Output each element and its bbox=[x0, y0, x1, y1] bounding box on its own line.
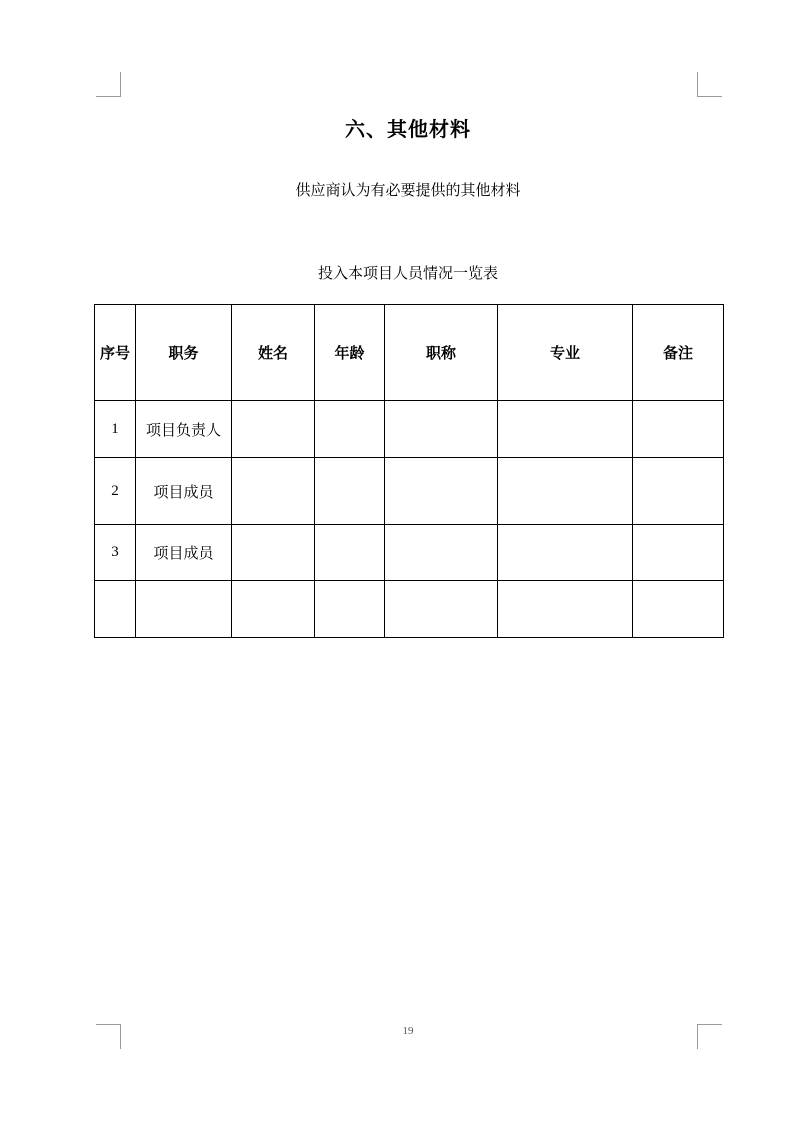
cell-position: 项目负责人 bbox=[136, 401, 232, 458]
cell-position bbox=[136, 581, 232, 638]
table-header-row bbox=[95, 305, 724, 401]
cell-remarks bbox=[633, 401, 724, 458]
crop-mark-top-left bbox=[96, 72, 121, 97]
cell-position: 项目成员 bbox=[136, 525, 232, 581]
section-subtitle: 供应商认为有必要提供的其他材料 bbox=[295, 181, 521, 199]
cell-age bbox=[315, 581, 385, 638]
header-title: 职称 bbox=[385, 305, 498, 401]
header-name: 姓名 bbox=[232, 305, 315, 401]
header-remarks: 备注 bbox=[633, 305, 724, 401]
cell-index: 1 bbox=[95, 401, 136, 458]
cell-title bbox=[385, 525, 498, 581]
cell-name bbox=[232, 401, 315, 458]
staff-table bbox=[94, 304, 724, 638]
page-number: 19 bbox=[402, 1025, 414, 1037]
table-caption: 投入本项目人员情况一览表 bbox=[317, 264, 498, 282]
cell-index: 3 bbox=[95, 525, 136, 581]
section-heading: 六、其他材料 bbox=[345, 117, 471, 141]
table-row bbox=[95, 458, 724, 525]
header-position: 职务 bbox=[136, 305, 232, 401]
header-specialty: 专业 bbox=[498, 305, 633, 401]
cell-index bbox=[95, 581, 136, 638]
table-row bbox=[95, 525, 724, 581]
cell-position: 项目成员 bbox=[136, 458, 232, 525]
cell-specialty bbox=[498, 458, 633, 525]
cell-age bbox=[315, 525, 385, 581]
cell-index: 2 bbox=[95, 458, 136, 525]
cell-title bbox=[385, 401, 498, 458]
cell-age bbox=[315, 458, 385, 525]
cell-title bbox=[385, 458, 498, 525]
cell-title bbox=[385, 581, 498, 638]
cell-remarks bbox=[633, 581, 724, 638]
cell-remarks bbox=[633, 525, 724, 581]
cell-specialty bbox=[498, 401, 633, 458]
cell-specialty bbox=[498, 581, 633, 638]
cell-specialty bbox=[498, 525, 633, 581]
cell-name bbox=[232, 581, 315, 638]
header-age: 年龄 bbox=[315, 305, 385, 401]
crop-mark-top-right bbox=[697, 72, 722, 97]
table-row bbox=[95, 401, 724, 458]
cell-name bbox=[232, 458, 315, 525]
cell-name bbox=[232, 525, 315, 581]
table-row bbox=[95, 581, 724, 638]
header-index: 序号 bbox=[95, 305, 136, 401]
cell-age bbox=[315, 401, 385, 458]
cell-remarks bbox=[633, 458, 724, 525]
